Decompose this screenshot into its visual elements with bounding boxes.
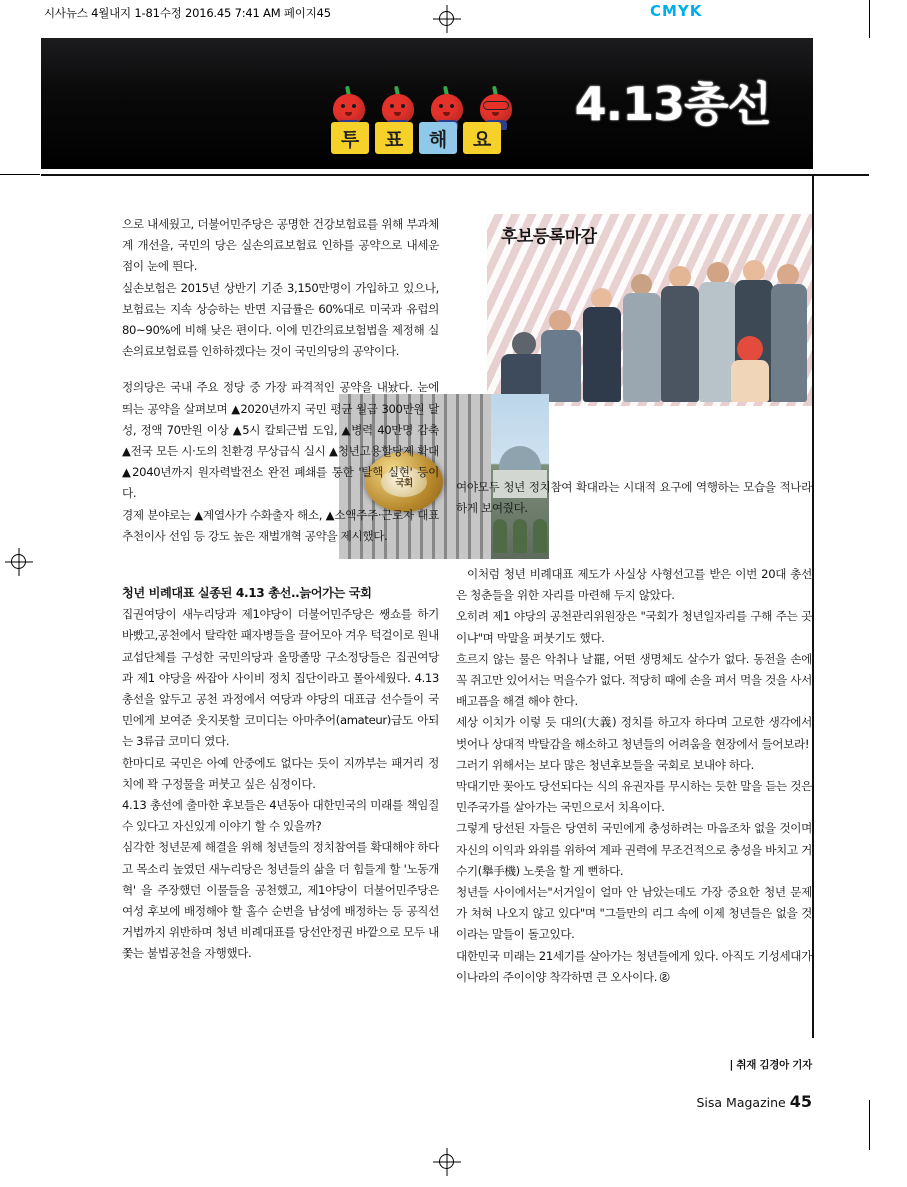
paragraph: 경제 분야로는 ▲계열사가 수화출자 해소, ▲소액주주·근로자 대표 추천이사 선임 등 강도 높은 재벌개혁 공약을 제시했다. [122, 507, 439, 543]
paragraph: 으로 내세웠고, 더불어민주당은 공명한 건강보험료를 위해 부과체계 개선을, 국민의 당은 실손의료보험료 인하를 공약으로 내세운 점이 눈에 띈다. [122, 217, 439, 274]
cartoon-illustration [487, 214, 812, 406]
cartoon-figure-body [583, 307, 621, 402]
cartoon-figure-body [771, 284, 807, 402]
cartoon-figure-body [623, 293, 661, 402]
article-byline: | 취재 김경아 기자 [729, 1059, 812, 1071]
building-dome [499, 446, 541, 470]
registration-mark-left [5, 548, 33, 576]
trim-mark-right-bottom [869, 1100, 870, 1150]
cartoon-figure-head [777, 264, 799, 286]
end-mark: Ⓢ [660, 972, 671, 984]
article-right-column-top [456, 477, 812, 519]
cartoon-figure-head [669, 266, 691, 288]
tree-shape [533, 519, 547, 553]
slogan-char-3: 해 [419, 122, 457, 154]
paragraph: 심각한 청년문제 해결을 위해 청년들의 정치참여를 확대해야 하다고 목소리 높였던 새누리당은 청년들의 삶을 더 힘들게 할 '노동개혁' 을 주장했던 이물들을 공천했고, 제1야당이 더불어민주당은 여성 후보에 배정해야 할 홀수 순번을 남성에 배정하는 등 공직선거법까지 위반하며 청년 비례대표를 당선안정권 바깥으로 모두 내쫓는 불법공천을 자행했다. [122, 840, 439, 961]
page-footer [640, 1092, 812, 1111]
paragraph: 그러기 위해서는 보다 많은 청년후보들을 국회로 보내야 하다. [456, 757, 754, 772]
registration-mark-bottom [433, 1148, 461, 1176]
cartoon-mascot-head [737, 336, 763, 362]
cartoon-mascot-body [731, 360, 769, 402]
cmyk-color-bar: CMYK [650, 2, 703, 20]
cartoon-figure-head [743, 260, 765, 282]
cartoon-caption: 후보등록마감 [501, 227, 597, 247]
trim-mark-left [0, 174, 40, 175]
header-divider [41, 174, 869, 176]
article-subheading: 청년 비례대표 실종된 4.13 총선..늙어가는 국회 [122, 586, 372, 600]
page-number: 45 [789, 1092, 812, 1111]
banner-slogan [331, 122, 501, 154]
article-left-column-lower [122, 583, 439, 965]
cartoon-figure-body [541, 330, 581, 402]
paragraph: 청년들 사이에서는"서거일이 얼마 안 남았는데도 가장 중요한 청년 문제가 쳐혀 나오지 않고 있다"며 "그들만의 리그 속에 이제 청년들은 없을 것이라는 말들이 돌고있다. [456, 885, 812, 942]
paragraph: 그렇게 당선된 자들은 당연히 국민에게 충성하려는 마음조차 없을 것이며 자신의 이익과 와위를 위하여 계파 권력에 무조건적으로 충성을 바치고 거수기(擧手機) 노롯을 할 게 뻔하다. [456, 821, 812, 878]
slogan-char-1: 투 [331, 122, 369, 154]
paragraph: 집권여당이 새누리당과 제1야당이 더불어민주당은 쌩쇼를 하기 바빴고,공천에서 탈락한 패자병들을 끌어모아 겨우 턱걸이로 원내 교섭단체를 구성한 국민의당과 올망졸망 구소정당들은 집권여당과 제1 야당을 싸잡아 사이비 정치 집단이라고 몰아세웠다. 4.13 총선을 앞두고 공천 과정에서 여당과 야당의 대표급 선수들이 국민에게 보여준 웃지못할 코미디는 아마추어(amateur)급도 아되는 3류급 코미디 였다. [122, 607, 439, 749]
paragraph: 오히려 제1 야당의 공천관리위원장은 "국회가 청년일자리를 구해 주는 곳이냐"며 막말을 퍼붓기도 했다. [456, 609, 812, 645]
article-right-column [456, 564, 812, 989]
slogan-char-4: 요 [463, 122, 501, 154]
tree-shape [493, 519, 507, 553]
paragraph: 이처럼 청년 비례대표 제도가 사실상 사형선고를 받은 이번 20대 총선은 청춘들을 위한 자리를 마련해 두지 않았다. [456, 567, 812, 603]
paragraph: 정의당은 국내 주요 정당 중 가장 파격적인 공약을 내놨다. 눈에 띄는 공약을 살펴보며 ▲2020년까지 국민 평균 월급 300만원 달성, 정액 70만원 이상 ▲5시 칼퇴근법 도입, ▲병력 40만명 감축 ▲전국 모든 시·도의 친환경 무상급식 실시 ▲청년고용할당제 확대 ▲2040년까지 원자력발전소 완전 폐쇄를 통한 '탈핵 실현' 등이다. [122, 380, 439, 501]
banner-title: 4.13총선 [574, 77, 771, 131]
cartoon-figure-body [661, 286, 699, 402]
registration-mark-top [433, 5, 461, 33]
cartoon-figure-head [549, 310, 571, 332]
section-banner [41, 38, 813, 169]
emblem-label: 국회 [381, 467, 427, 497]
trim-mark-right-top [869, 0, 870, 38]
paragraph: 한마디로 국민은 아예 안중에도 없다는 듯이 지까부는 패거리 정치에 꽉 구정물을 퍼붓고 싶은 심정이다. [122, 755, 439, 791]
paragraph: 흐르지 않는 물은 악취나 날罷, 어떤 생명체도 살수가 없다. 동전을 손에 꼭 쥐고만 있어서는 먹을수가 없다. 적당히 때에 손을 펴서 먹을 것을 사서 배고픔을 해결 해야 한다. [456, 651, 812, 709]
cartoon-figure-head [707, 262, 729, 284]
paragraph: 세상 이치가 이렇 듯 대의(大義) 정치를 하고자 하다며 고로한 생각에서 벗어나 상대적 박탈감을 해소하고 청년들의 어려움을 현장에서 들어보라! [456, 715, 812, 751]
cartoon-figure-head [591, 288, 612, 309]
article-left-column [122, 214, 439, 547]
right-margin-rule [812, 176, 814, 1038]
paragraph [456, 946, 812, 989]
print-slug: 시사뉴스 4월내지 1-81수정 2016.45 7:41 AM 페이지45 [44, 6, 331, 20]
cartoon-figure-head [631, 274, 652, 295]
cartoon-figure-head [512, 332, 536, 356]
paragraph: 막대기만 꽂아도 당선되다는 식의 유권자를 무시하는 듯한 말을 듣는 것은 민주국가를 살아가는 국민으로서 치욕이다. [456, 779, 812, 815]
slogan-char-2: 표 [375, 122, 413, 154]
tree-shape [513, 519, 527, 553]
paragraph: 여야모두 청년 정치참여 확대라는 시대적 요구에 역행하는 모습을 적나라하게 보여줬다. [456, 480, 812, 516]
paragraph: 4.13 총선에 출마한 후보들은 4년동아 대한민국의 미래를 책임질 수 있다고 자신있게 이야기 할 수 있을까? [122, 798, 439, 834]
paragraph-text: 대한민국 미래는 21세기를 살아가는 청년들에게 있다. 아직도 기성세대가 이나라의 주이이양 착각하면 큰 오사이다. [456, 948, 812, 984]
magazine-name: Sisa Magazine [696, 1095, 786, 1110]
paragraph: 실손보험은 2015년 상반기 기준 3,150만명이 가입하고 있으나, 보험료는 지속 상승하는 반면 지급률은 60%대로 미국과 유럽의 80~90%에 비해 낮은 편이다. 이에 민간의료보험법을 제정해 실손의료보험료를 인하하겠다는 것이 국민의당의 공약이다. [122, 280, 439, 359]
